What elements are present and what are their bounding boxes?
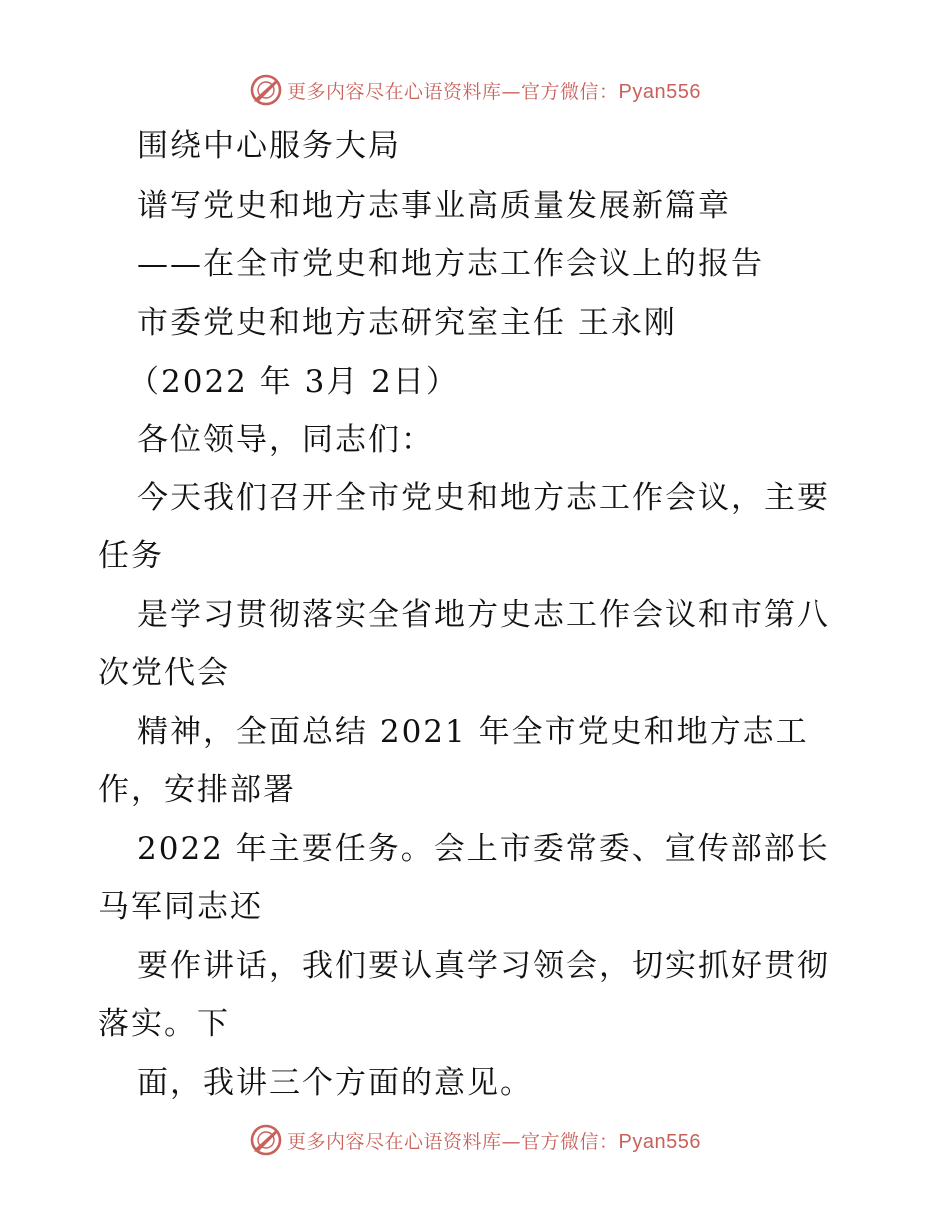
body-line: 次党代会 bbox=[98, 655, 230, 691]
body-line: 2022 年主要任务。会上市委常委、宣传部部长 bbox=[137, 831, 830, 867]
pen-logo-icon bbox=[249, 73, 283, 107]
body-line: 精神，全面总结 2021 年全市党史和地方志工 bbox=[137, 714, 809, 750]
watermark-text: 更多内容尽在心语资料库—官方微信：Pyan556 bbox=[287, 80, 701, 103]
watermark-banner-top bbox=[0, 72, 950, 108]
watermark-banner-bottom bbox=[0, 1122, 950, 1158]
date-line: （2022 年 3月 2日） bbox=[128, 364, 459, 400]
title-line-2: 谱写党史和地方志事业高质量发展新篇章 bbox=[137, 188, 731, 224]
salutation: 各位领导，同志们： bbox=[137, 422, 434, 458]
watermark-text: 更多内容尽在心语资料库—官方微信：Pyan556 bbox=[287, 1130, 701, 1153]
body-line: 马军同志还 bbox=[98, 889, 263, 925]
watermark-handle: Pyan556 bbox=[618, 1130, 701, 1153]
watermark-handle: Pyan556 bbox=[618, 80, 701, 103]
author-line: 市委党史和地方志研究室主任 王永刚 bbox=[137, 305, 677, 341]
body-line: 面，我讲三个方面的意见。 bbox=[137, 1065, 533, 1101]
body-line: 任务 bbox=[98, 538, 164, 574]
body-line: 作，安排部署 bbox=[98, 772, 296, 808]
body-line: 今天我们召开全市党史和地方志工作会议，主要 bbox=[137, 480, 830, 516]
pen-logo-icon bbox=[249, 1123, 283, 1157]
body-line: 要作讲话，我们要认真学习领会，切实抓好贯彻 bbox=[137, 948, 830, 984]
subtitle-line: ——在全市党史和地方志工作会议上的报告 bbox=[137, 246, 764, 282]
body-line: 是学习贯彻落实全省地方史志工作会议和市第八 bbox=[137, 597, 830, 633]
body-line: 落实。下 bbox=[98, 1006, 230, 1042]
title-line-1: 围绕中心服务大局 bbox=[137, 128, 401, 164]
